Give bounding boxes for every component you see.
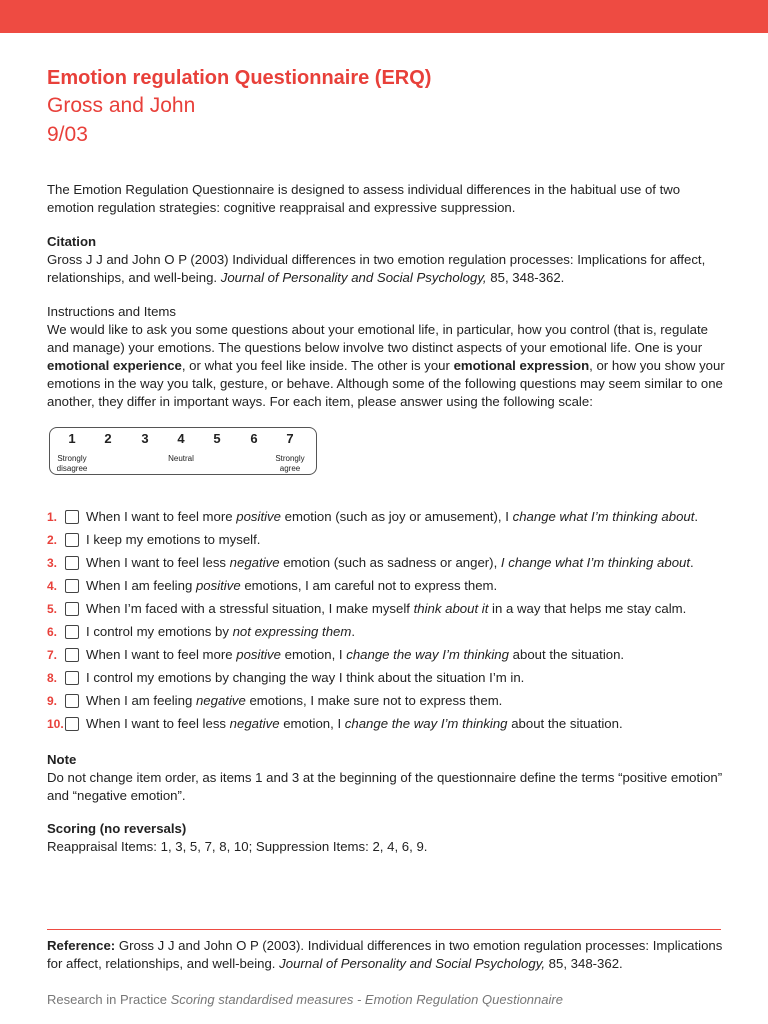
question-checkbox[interactable] (65, 556, 79, 570)
question-text-part: emotion, I (280, 647, 347, 662)
question-item (47, 666, 727, 689)
question-number: 4. (47, 578, 58, 593)
question-text-part: . (694, 509, 699, 524)
question-text-part: emotion (such as sadness or anger), (279, 555, 501, 570)
question-emphasis: change the way I’m thinking (346, 647, 509, 662)
question-text-part: about the situation. (507, 716, 623, 731)
question-text-part: . (351, 624, 356, 639)
question-text-part: When I am feeling (86, 578, 196, 593)
question-text (86, 624, 355, 639)
instructions-part-3: , or how you show your emotions in the way you talk, gesture, or behave. Although some of the following questions may seem similar to one another, they differ in important ways. For each item, please answer using the following scale: (47, 358, 725, 409)
question-text-part: emotion (such as joy or amusement), I (280, 509, 513, 524)
question-text (86, 555, 694, 570)
question-checkbox[interactable] (65, 533, 79, 547)
citation-heading: Citation (47, 234, 97, 249)
question-number: 8. (47, 670, 58, 685)
instructions-part-1: We would like to ask you some questions about your emotional life, in particular, how you control (that is, regulate and manage) your emotions. The questions below involve two distinct aspects of your emotional life. One is your (47, 322, 708, 355)
footer-title: Scoring standardised measures - Emotion Regulation Questionnaire (170, 992, 563, 1007)
scale-label-strongly-disagree: Strongly disagree (56, 454, 88, 473)
document-authors: Gross and John (47, 94, 196, 117)
scale-number-7: 7 (286, 431, 294, 446)
question-text-part: emotion, I (279, 716, 345, 731)
scale-number-6: 6 (250, 431, 258, 446)
document-body (47, 64, 727, 856)
question-checkbox[interactable] (65, 694, 79, 708)
question-text-part: . (690, 555, 694, 570)
question-number: 10. (47, 716, 64, 731)
question-number: 5. (47, 601, 58, 616)
question-checkbox[interactable] (65, 717, 79, 731)
note-heading: Note (47, 752, 77, 767)
instructions-section (47, 303, 727, 411)
question-item (47, 620, 727, 643)
question-checkbox[interactable] (65, 579, 79, 593)
question-text-part: When I want to feel less (86, 716, 230, 731)
question-item (47, 712, 727, 735)
scale-number-3: 3 (141, 431, 149, 446)
question-number: 9. (47, 693, 58, 708)
question-emphasis: think about it (413, 601, 489, 616)
reference-text (47, 937, 727, 973)
question-emphasis: negative (229, 716, 280, 731)
question-item (47, 643, 727, 666)
reference-body: Gross J J and John O P (2003). Individual differences in two emotion regulation processes: Implications for affect, relationships, and well-being. (47, 938, 723, 971)
question-text-part: emotions, I am careful not to express them. (240, 578, 498, 593)
question-item (47, 597, 727, 620)
question-emphasis: change what I’m thinking about (512, 509, 695, 524)
instructions-part-2: , or what you feel like inside. The other is your (181, 358, 454, 373)
question-number: 6. (47, 624, 58, 639)
question-text-part: When I want to feel more (86, 647, 237, 662)
instructions-bold-expression: emotional expression (453, 358, 590, 373)
question-item (47, 689, 727, 712)
question-emphasis: not expressing them (232, 624, 352, 639)
instructions-bold-experience: emotional experience (47, 358, 182, 373)
question-emphasis: negative (229, 555, 280, 570)
question-emphasis: positive (236, 647, 281, 662)
question-checkbox[interactable] (65, 671, 79, 685)
question-text-part: I keep my emotions to myself. (86, 532, 261, 547)
scoring-heading: Scoring (no reversals) (47, 821, 187, 836)
question-text (86, 601, 686, 616)
citation-journal: Journal of Personality and Social Psychology, (220, 270, 487, 285)
question-number: 7. (47, 647, 58, 662)
reference-divider (47, 929, 721, 930)
document-date: 9/03 (47, 123, 88, 146)
top-banner (0, 0, 768, 33)
question-text-part: When I’m faced with a stressful situation, I make myself (86, 601, 414, 616)
question-item (47, 574, 727, 597)
question-emphasis: change the way I’m thinking (344, 716, 508, 731)
question-emphasis: negative (195, 693, 246, 708)
question-number: 3. (47, 555, 58, 570)
question-text-part: When I want to feel more (86, 509, 237, 524)
question-item (47, 528, 727, 551)
question-checkbox[interactable] (65, 625, 79, 639)
scale-number-1: 1 (68, 431, 76, 446)
question-item (47, 551, 727, 574)
scoring-section (47, 820, 727, 856)
citation-body: Gross J J and John O P (2003) Individual differences in two emotion regulation processes: Implications for affect, relationships, and well-being. (47, 252, 706, 285)
question-text (86, 578, 497, 593)
question-text (86, 647, 624, 662)
scale-label-strongly-agree: Strongly agree (275, 454, 305, 473)
scale-number-4: 4 (177, 431, 185, 446)
question-checkbox[interactable] (65, 648, 79, 662)
citation-text (47, 251, 727, 287)
question-text (86, 670, 524, 685)
question-list (47, 505, 727, 735)
question-text-part: in a way that helps me stay calm. (488, 601, 687, 616)
reference-pages: 85, 348-362. (545, 956, 623, 971)
question-number: 1. (47, 509, 58, 524)
question-text (86, 716, 623, 731)
scale-number-2: 2 (104, 431, 112, 446)
citation-pages: 85, 348-362. (486, 270, 565, 285)
note-text: Do not change item order, as items 1 and 3 at the beginning of the questionnaire define the terms “positive emotion” and “negative emotion”. (47, 770, 723, 803)
question-emphasis: positive (195, 578, 241, 593)
question-text-part: I control my emotions by (86, 624, 233, 639)
question-text-part: about the situation. (508, 647, 625, 662)
question-text-part: emotions, I make sure not to express them. (245, 693, 503, 708)
question-text-part: When I am feeling (86, 693, 196, 708)
reference-label: Reference: (47, 938, 116, 953)
scale-number-5: 5 (213, 431, 221, 446)
scoring-text: Reappraisal Items: 1, 3, 5, 7, 8, 10; Suppression Items: 2, 4, 6, 9. (47, 839, 428, 854)
reference-section (47, 937, 727, 973)
question-number: 2. (47, 532, 58, 547)
question-emphasis: positive (236, 509, 281, 524)
question-text (86, 693, 502, 708)
question-emphasis: I change what I’m thinking about (500, 555, 691, 570)
question-text-part: I control my emotions by changing the way I think about the situation I’m in. (86, 670, 525, 685)
question-checkbox[interactable] (65, 602, 79, 616)
reference-journal: Journal of Personality and Social Psychology, (279, 956, 545, 971)
document-title: Emotion regulation Questionnaire (ERQ) (47, 67, 432, 89)
question-text (86, 509, 698, 524)
page-footer (47, 992, 563, 1007)
instructions-heading: Instructions and Items (47, 304, 177, 319)
intro-paragraph: The Emotion Regulation Questionnaire is designed to assess individual differences in the habitual use of two emotion regulation strategies: cognitive reappraisal and expressive suppression. (47, 182, 681, 215)
citation-section (47, 233, 727, 287)
question-item (47, 505, 727, 528)
instructions-text (47, 321, 727, 411)
footer-prefix: Research in Practice (47, 992, 171, 1007)
question-text-part: When I want to feel less (86, 555, 230, 570)
scale-label-neutral: Neutral (168, 454, 194, 463)
question-checkbox[interactable] (65, 510, 79, 524)
question-text (86, 532, 260, 547)
note-section (47, 751, 727, 805)
rating-scale (49, 427, 317, 475)
